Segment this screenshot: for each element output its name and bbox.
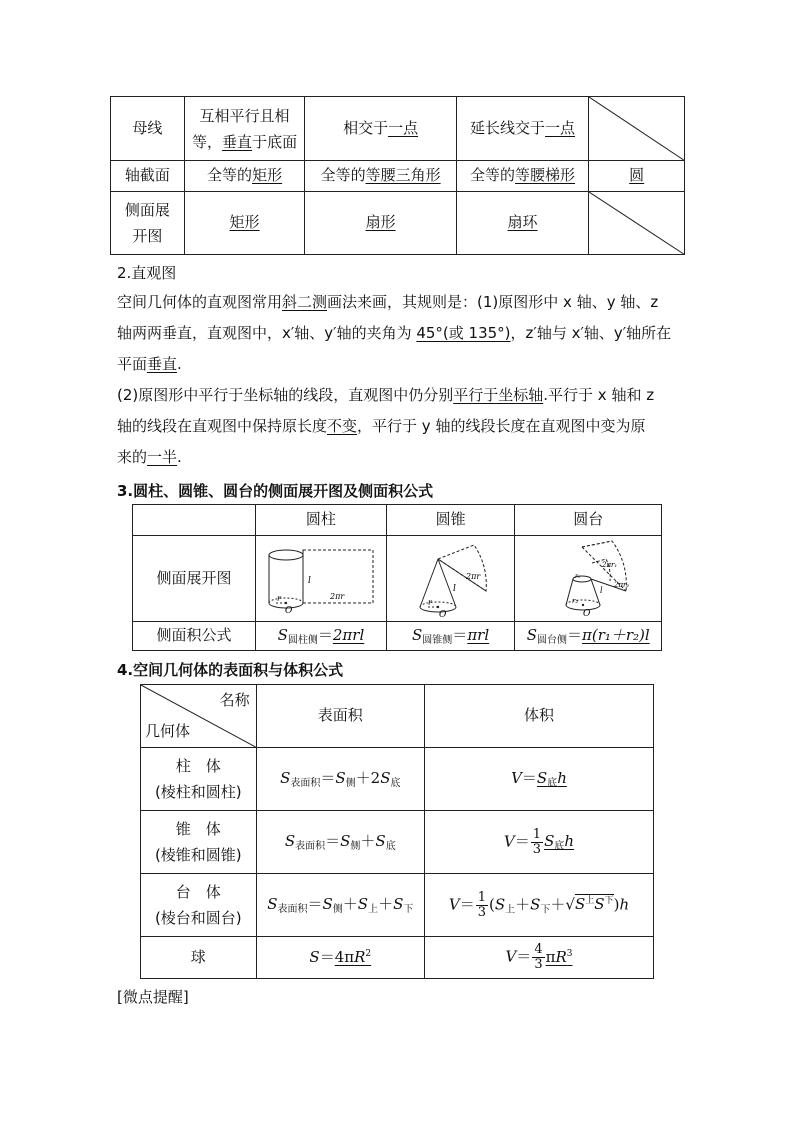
section-2-paragraph-2: (2)原图形中平行于坐标轴的线段，直观图中仍分别平行于坐标轴.平行于 x 轴和 z 轴的线段在直观图中保持原长度不变，平行于 y 轴的线段长度在直观图中变为原 来的一半.	[117, 386, 655, 466]
label-2pir1: 2πr₁	[602, 560, 618, 569]
solids-properties-table	[110, 96, 685, 255]
frustum-volume-formula: V＝ $\frac{1}{3}$ $(S_上+S_下+√S^上S^下)h$	[424, 874, 653, 937]
frustum-surface-formula: $S_{表面积}=S_侧+S_上+S_下$	[256, 874, 424, 937]
header-cylinder: 圆柱	[256, 505, 387, 536]
cone-development-cell: 扇形	[305, 192, 456, 255]
row-head-lateral-development: 侧面展 开图	[111, 192, 185, 255]
corner-empty-cell	[133, 505, 256, 536]
cone-axial-cell: 全等的等腰三角形	[305, 161, 456, 192]
label-r1: r₁	[575, 572, 581, 580]
cylinder-development-cell: 矩形	[184, 192, 305, 255]
cone-lateral-formula: $S_{圆锥侧}=\pi rl$	[386, 622, 515, 651]
cylinder-lateral-formula: $S_{圆柱侧}=2\pi rl$	[256, 622, 387, 651]
frustum-figure-cell	[515, 536, 662, 622]
label-2pir: 2πr	[465, 571, 480, 581]
row-pyramid-cone: 锥 体 (棱锥和圆锥)	[141, 811, 257, 874]
section-3-title: 3.圆柱、圆锥、圆台的侧面展开图及侧面积公式	[117, 482, 434, 500]
label-r: r	[427, 597, 432, 607]
sphere-volume-formula: V＝ $\frac{4}{3}$ $\pi R^3$	[424, 937, 653, 979]
label-l: l	[600, 585, 603, 595]
label-r2: r₂	[572, 596, 579, 605]
row-frustum: 台 体 (棱台和圆台)	[141, 874, 257, 937]
sphere-generatrix-empty-cell	[589, 97, 685, 161]
frustum-axial-cell: 全等的等腰梯形	[456, 161, 589, 192]
row-head-axial-section: 轴截面	[111, 161, 185, 192]
header-frustum: 圆台	[515, 505, 662, 536]
row-sphere: 球	[141, 937, 257, 979]
cylinder-development-figure	[265, 541, 377, 617]
footer-note: [微点提醒]	[117, 988, 189, 1006]
corner-bottom-label: 几何体	[145, 721, 191, 740]
label-l: l	[307, 575, 311, 586]
corner-top-label: 名称	[219, 691, 250, 709]
col-surface-header: 表面积	[256, 685, 424, 748]
sphere-axial-cell: 圆	[589, 161, 685, 192]
cylinder-generatrix-cell: 互相平行且相 等，垂直于底面	[184, 97, 305, 161]
frustum-lateral-formula: $S_{圆台侧}=\pi(r_1+r_2)l$	[515, 622, 662, 651]
frustum-development-figure	[528, 539, 648, 619]
row-head-generatrix: 母线	[111, 97, 185, 161]
row-head-development-figure: 侧面展开图	[133, 536, 256, 622]
section-4-title: 4.空间几何体的表面积与体积公式	[117, 661, 344, 679]
cylinder-axial-cell: 全等的矩形	[184, 161, 305, 192]
label-2pir: 2πr	[329, 591, 345, 601]
lateral-area-table	[132, 504, 662, 651]
corner-cell	[141, 685, 257, 748]
sphere-surface-formula: $S=4\pi R^2$	[256, 937, 424, 979]
cylinder-figure-cell	[256, 536, 387, 622]
frustum-generatrix-cell: 延长线交于一点	[456, 97, 589, 161]
label-2pir2: 2πr₂	[614, 580, 630, 589]
row-prism-cylinder: 柱 体 (棱柱和圆柱)	[141, 748, 257, 811]
col-volume-header: 体积	[424, 685, 653, 748]
section-2-title: 2.直观图	[117, 264, 177, 282]
frustum-development-cell: 扇环	[456, 192, 589, 255]
row-head-formula: 侧面积公式	[133, 622, 256, 651]
cone-development-figure	[396, 539, 506, 619]
cone-figure-cell	[386, 536, 515, 622]
surface-volume-table	[140, 684, 654, 979]
pyramid-surface-formula: $S_{表面积}=S_侧+S_底$	[256, 811, 424, 874]
label-l: l	[452, 583, 456, 594]
label-r: r	[276, 593, 281, 603]
header-cone: 圆锥	[386, 505, 515, 536]
prism-surface-formula: $S_{表面积}=S_侧+2S_底$	[256, 748, 424, 811]
section-2-paragraph-1: 空间几何体的直观图常用斜二测画法来画，其规则是：(1)原图形中 x 轴、y 轴、z 轴两两垂直，直观图中，x′轴、y′轴的夹角为 45°(或 135°)，z′轴与 x′轴、y′轴所在 平面垂直.	[117, 293, 672, 373]
pyramid-volume-formula: V＝ $\frac{1}{3}$ $S_底h$	[424, 811, 653, 874]
label-O: O	[583, 608, 591, 619]
label-O: O	[284, 605, 293, 616]
label-O: O	[438, 609, 446, 619]
sphere-development-empty-cell	[589, 192, 685, 255]
cone-generatrix-cell: 相交于一点	[305, 97, 456, 161]
prism-volume-formula: $V=S_底h$	[424, 748, 653, 811]
